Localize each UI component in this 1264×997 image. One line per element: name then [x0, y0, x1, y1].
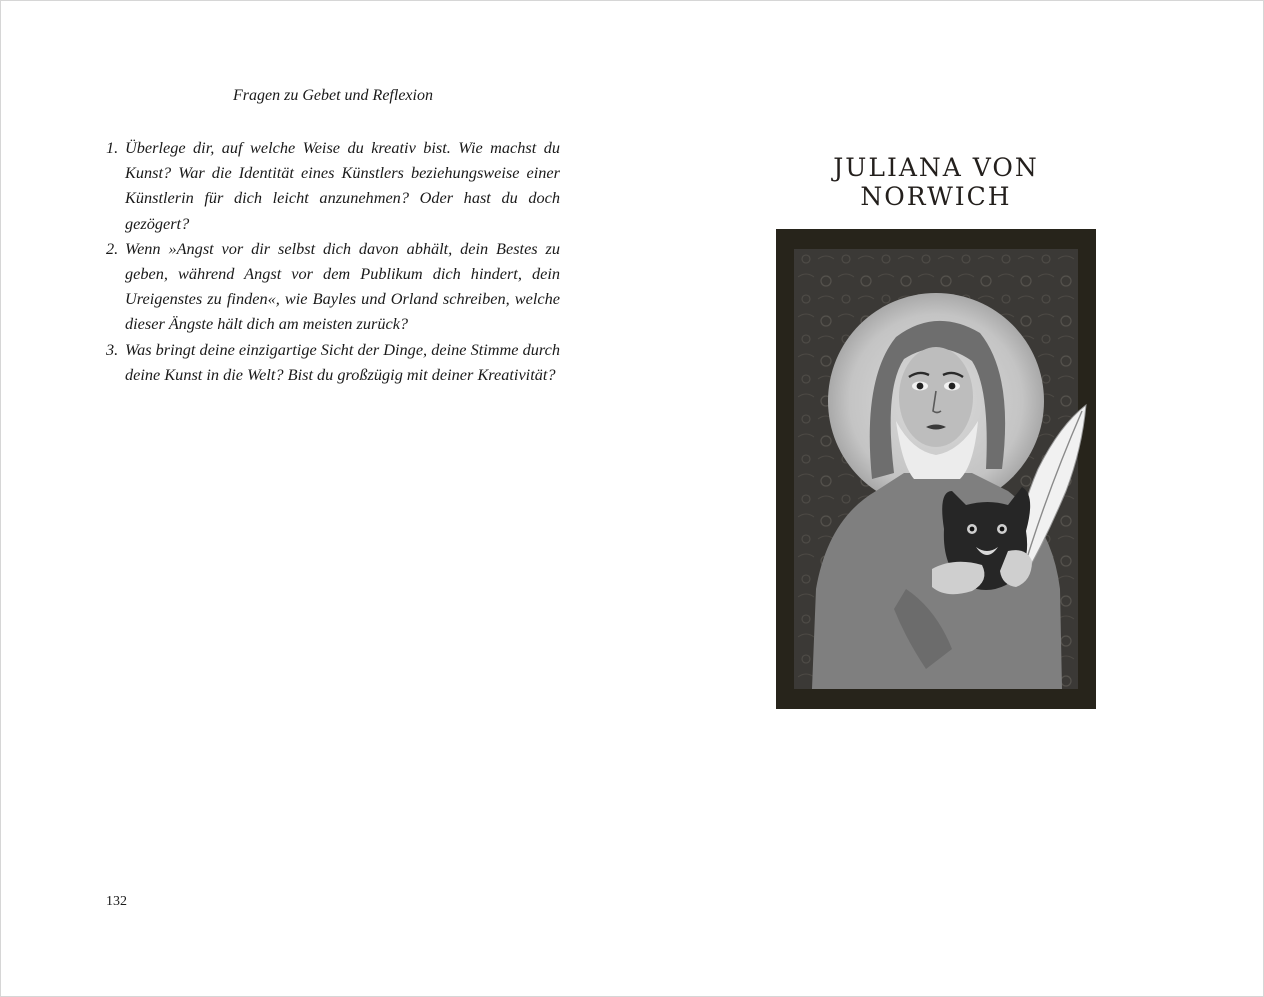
item-text: Überlege dir, auf welche Weise du kreativ bist. Wie machst du Kunst? War die Identität eines Künstlers beziehungsweise einer Künstlerin für dich leicht anzunehmen? Oder hast du doch gezögert? — [125, 138, 560, 233]
item-text: Was bringt deine einzigartige Sicht der Dinge, deine Stimme durch deine Kunst in die Welt? Bist du großzügig mit deiner Kreativität? — [125, 339, 560, 384]
list-item — [106, 337, 560, 387]
right-page — [633, 1, 1263, 996]
face — [899, 347, 973, 447]
list-item — [106, 236, 560, 337]
portrait-illustration — [776, 229, 1096, 709]
portrait-svg — [776, 229, 1096, 709]
item-number: 2. — [106, 238, 119, 258]
item-text: Wenn »Angst vor dir selbst dich davon abhält, dein Bestes zu geben, während Angst vor dem Publikum dich hindert, dein Ureigenstes zu finden«, wie Bayles und Orland schreiben, welche dieser Ängste hält dich am meisten zurück? — [125, 238, 560, 334]
left-page — [1, 1, 633, 996]
list-item — [106, 135, 560, 236]
item-number: 3. — [106, 339, 119, 359]
section-heading: Fragen zu Gebet und Reflexion — [233, 87, 433, 104]
chapter-title: JULIANA VON NORWICH — [833, 153, 1039, 211]
question-list — [106, 135, 560, 387]
item-number: 1. — [106, 138, 119, 157]
page-number: 132 — [106, 894, 127, 909]
